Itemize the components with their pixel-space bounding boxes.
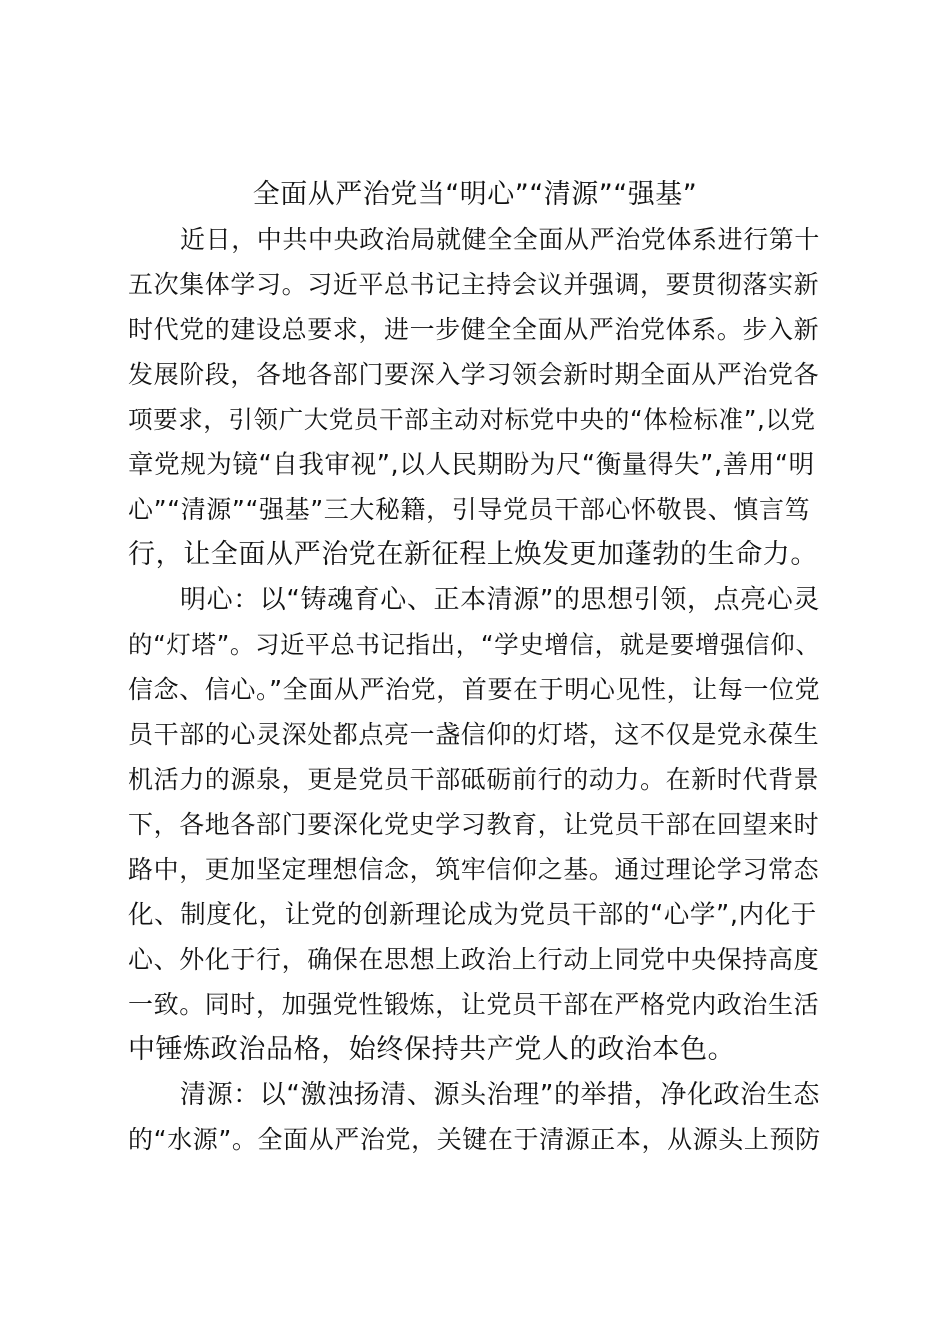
paragraph-line: 五次集体学习。习近平总书记主持会议并强调，要贯彻落实新 — [128, 270, 820, 299]
paragraph-line: 项要求，引领广大党员干部主动对标党中央的“体检标准”,以党 — [128, 405, 816, 434]
paragraph-line: 一致。同时，加强党性锻炼，让党员干部在严格党内政治生活 — [128, 990, 820, 1019]
paragraph-line: 的“灯塔”。习近平总书记指出，“学史增信，就是要增强信仰、 — [128, 630, 821, 659]
paragraph-line: 时代党的建设总要求，进一步健全全面从严治党体系。步入新 — [128, 315, 820, 344]
paragraph-line: 的“水源”。全面从严治党，关键在于清源正本，从源头上预防 — [128, 1125, 821, 1154]
paragraph-line: 心、外化于行，确保在思想上政治上行动上同党中央保持高度 — [128, 945, 820, 974]
paragraph-line: 章党规为镜“自我审视”,以人民期盼为尺“衡量得失”,善用“明 — [128, 450, 815, 480]
paragraph-line: 中锤炼政治品格，始终保持共产党人的政治本色。 — [128, 1034, 736, 1065]
paragraph-line: 心”“清源”“强基”三大秘籍，引导党员干部心怀敬畏、慎言笃 — [128, 495, 811, 524]
document-title: 全面从严治党当“明心”“清源”“强基” — [252, 179, 698, 210]
paragraph-line: 行，让全面从严治党在新征程上焕发更加蓬勃的生命力。 — [128, 539, 818, 570]
paragraph-line: 机活力的源泉，更是党员干部砥砺前行的动力。在新时代背景 — [128, 765, 820, 794]
paragraph-line: 信念、信心。”全面从严治党，首要在于明心见性，让每一位党 — [128, 675, 821, 704]
paragraph-line: 清源：以“激浊扬清、源头治理”的举措，净化政治生态 — [180, 1080, 820, 1110]
paragraph-line: 下，各地各部门要深化党史学习教育，让党员干部在回望来时 — [128, 810, 820, 839]
paragraph-line: 化、制度化，让党的创新理论成为党员干部的“心学”,内化于 — [128, 900, 817, 930]
paragraph-line: 员干部的心灵深处都点亮一盏信仰的灯塔，这不仅是党永葆生 — [128, 720, 820, 749]
paragraph-line: 明心：以“铸魂育心、正本清源”的思想引领，点亮心灵 — [180, 585, 820, 615]
paragraph-line: 发展阶段，各地各部门要深入学习领会新时期全面从严治党各 — [128, 360, 820, 389]
paragraph-line: 近日，中共中央政治局就健全全面从严治党体系进行第十 — [180, 225, 821, 254]
paragraph-line: 路中，更加坚定理想信念，筑牢信仰之基。通过理论学习常态 — [128, 855, 820, 884]
